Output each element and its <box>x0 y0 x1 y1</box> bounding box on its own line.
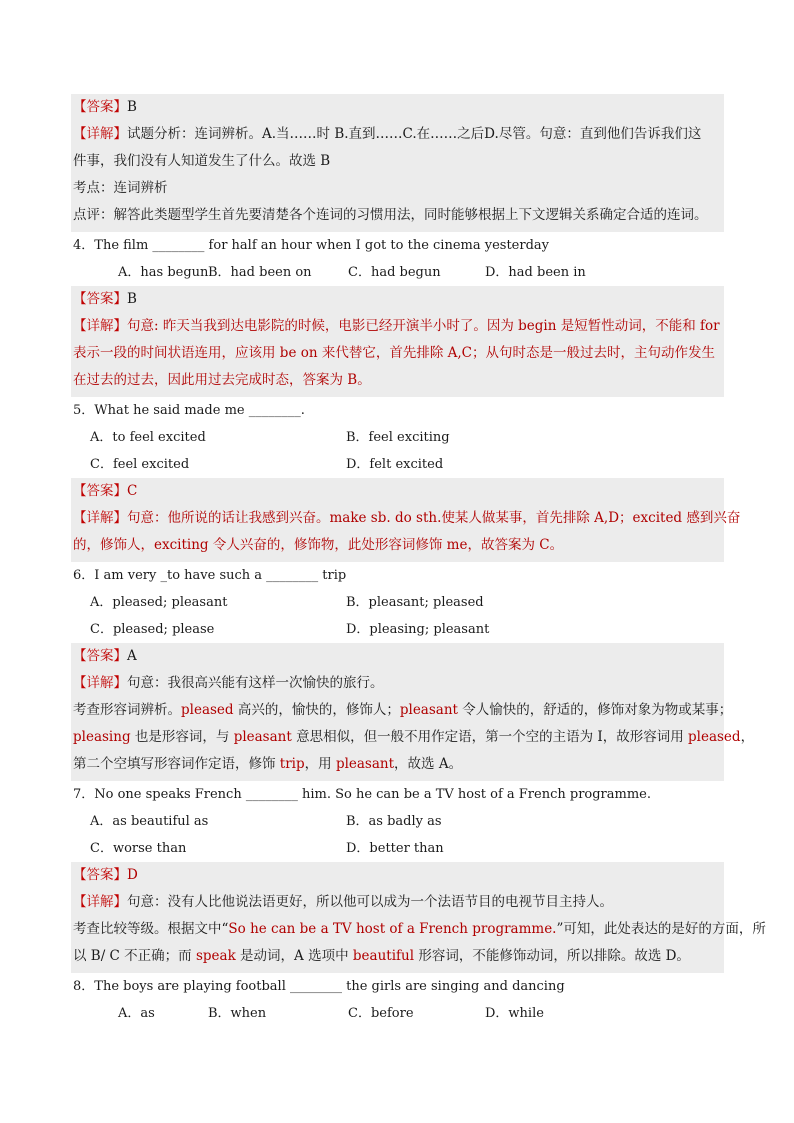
detail-text: 试题分析：连词辨析。A.当……时 B.直到……C.在……之后D.尽管。句意：直到他们告诉我们这 <box>127 126 702 142</box>
worksheet-page <box>71 94 766 1027</box>
answer-tag: 【答案】 <box>73 483 127 499</box>
question-7-options-row2 <box>71 835 724 862</box>
option-d[interactable]: D．pleasing; pleasant <box>346 622 490 637</box>
option-c[interactable]: C．pleased; please <box>90 622 215 637</box>
answer-line <box>73 862 724 889</box>
answer-tag: 【答案】 <box>73 99 127 115</box>
detail-line: 的，修饰人，exciting 令人兴奋的，修饰物，此处形容词修饰 me，故答案为 C。 <box>73 537 564 553</box>
option-a[interactable]: A．as beautiful as <box>90 814 209 829</box>
answer-line <box>73 286 724 313</box>
option-a[interactable]: A．as <box>118 1006 155 1021</box>
detail-tag: 【详解】 <box>73 318 127 334</box>
detail-line: 考查形容词辨析。pleased 高兴的，愉快的，修饰人；pleasant 令人愉快的，舒适的，修饰对象为物或某事； <box>73 702 733 718</box>
answer-value: A <box>127 648 137 664</box>
answer-line <box>73 643 724 670</box>
question-8-options <box>71 1000 724 1027</box>
option-d[interactable]: D．better than <box>346 841 444 856</box>
answer-block-q6 <box>71 643 755 781</box>
option-b[interactable]: B．when <box>208 1006 267 1021</box>
option-d[interactable]: D．had been in <box>485 265 586 280</box>
detail-tag: 【详解】 <box>73 126 127 142</box>
dianping-line: 点评：解答此类题型学生首先要清楚各个连词的习惯用法，同时能够根据上下文逻辑关系确定合适的连词。 <box>73 207 708 223</box>
option-b[interactable]: B．feel exciting <box>346 430 450 445</box>
option-a[interactable]: A．to feel excited <box>90 430 206 445</box>
question-7-stem: 7．No one speaks French ________ him. So he can be a TV host of a French programme. <box>73 787 652 802</box>
question-5-stem: 5．What he said made me ________. <box>73 403 305 418</box>
answer-value: B <box>127 99 137 115</box>
answer-value: B <box>127 291 137 307</box>
question-7-options-row1 <box>71 808 724 835</box>
option-a[interactable]: A．pleased; pleasant <box>90 595 228 610</box>
option-c[interactable]: C．before <box>348 1006 414 1021</box>
option-c[interactable]: C．worse than <box>90 841 187 856</box>
detail-line: 第二个空填写形容词作定语，修饰 trip，用 pleasant，故选 A。 <box>73 756 463 772</box>
answer-line <box>73 478 724 505</box>
answer-line <box>73 94 724 121</box>
question-4-options <box>71 259 724 286</box>
answer-block-q3 <box>71 94 724 232</box>
detail-tag: 【详解】 <box>73 675 127 691</box>
detail-line: 以 B/ C 不正确；而 speak 是动词，A 选项中 beautiful 形容词，不能修饰动词，所以排除。故选 D。 <box>73 948 690 964</box>
detail-line: 【详解】句意：我很高兴能有这样一次愉快的旅行。 <box>73 675 384 691</box>
answer-block-q5 <box>71 478 741 562</box>
detail-line <box>73 121 724 148</box>
detail-tag: 【详解】 <box>73 510 127 526</box>
detail-line: pleasing 也是形容词，与 pleasant 意思相似，但一般不用作定语，第一个空的主语为 I，故形容词用 pleased， <box>73 729 755 745</box>
question-5-options-row2 <box>71 451 724 478</box>
question-4-stem: 4．The film ________ for half an hour when I got to the cinema yesterday <box>73 238 549 253</box>
option-b[interactable]: B．pleasant; pleased <box>346 595 484 610</box>
kaodian-line: 考点：连词辨析 <box>73 180 168 196</box>
detail-line: 考查比较等级。根据文中“So he can be a TV host of a French programme.”可知，此处表达的是好的方面，所 <box>73 921 766 937</box>
answer-block-q4 <box>71 286 724 397</box>
detail-line: 件事，我们没有人知道发生了什么。故选 B <box>73 153 331 169</box>
detail-line: 在过去的过去，因此用过去完成时态，答案为 B。 <box>73 372 371 388</box>
option-c[interactable]: C．feel excited <box>90 457 190 472</box>
answer-tag: 【答案】 <box>73 867 127 883</box>
answer-value: D <box>127 867 138 883</box>
detail-line: 表示一段的时间状语连用，应该用 be on 来代替它，首先排除 A,C；从句时态是一般过去时，主句动作发生 <box>73 345 715 361</box>
answer-value: C <box>127 483 138 499</box>
question-5-options-row1 <box>71 424 724 451</box>
question-8-stem: 8．The boys are playing football ________ the girls are singing and dancing <box>73 979 565 994</box>
detail-line: 【详解】句意：没有人比他说法语更好，所以他可以成为一个法语节目的电视节目主持人。 <box>73 894 613 910</box>
detail-line: 【详解】句意：他所说的话让我感到兴奋。make sb. do sth.使某人做某事，首先排除 A,D；excited 感到兴奋 <box>73 510 741 526</box>
detail-tag: 【详解】 <box>73 894 127 910</box>
answer-tag: 【答案】 <box>73 291 127 307</box>
question-6-options-row2 <box>71 616 724 643</box>
option-c[interactable]: C．had begun <box>348 265 441 280</box>
answer-tag: 【答案】 <box>73 648 127 664</box>
answer-block-q7 <box>71 862 766 973</box>
option-b[interactable]: B．had been on <box>208 265 312 280</box>
option-b[interactable]: B．as badly as <box>346 814 442 829</box>
detail-line: 【详解】句意: 昨天当我到达电影院的时候，电影已经开演半小时了。因为 begin 是短暂性动词，不能和 for <box>73 318 720 334</box>
question-6-options-row1 <box>71 589 724 616</box>
question-6-stem: 6．I am very _to have such a ________ trip <box>73 568 347 583</box>
option-d[interactable]: D．felt excited <box>346 457 444 472</box>
option-a[interactable]: A．has begun <box>118 265 209 280</box>
option-d[interactable]: D．while <box>485 1006 544 1021</box>
